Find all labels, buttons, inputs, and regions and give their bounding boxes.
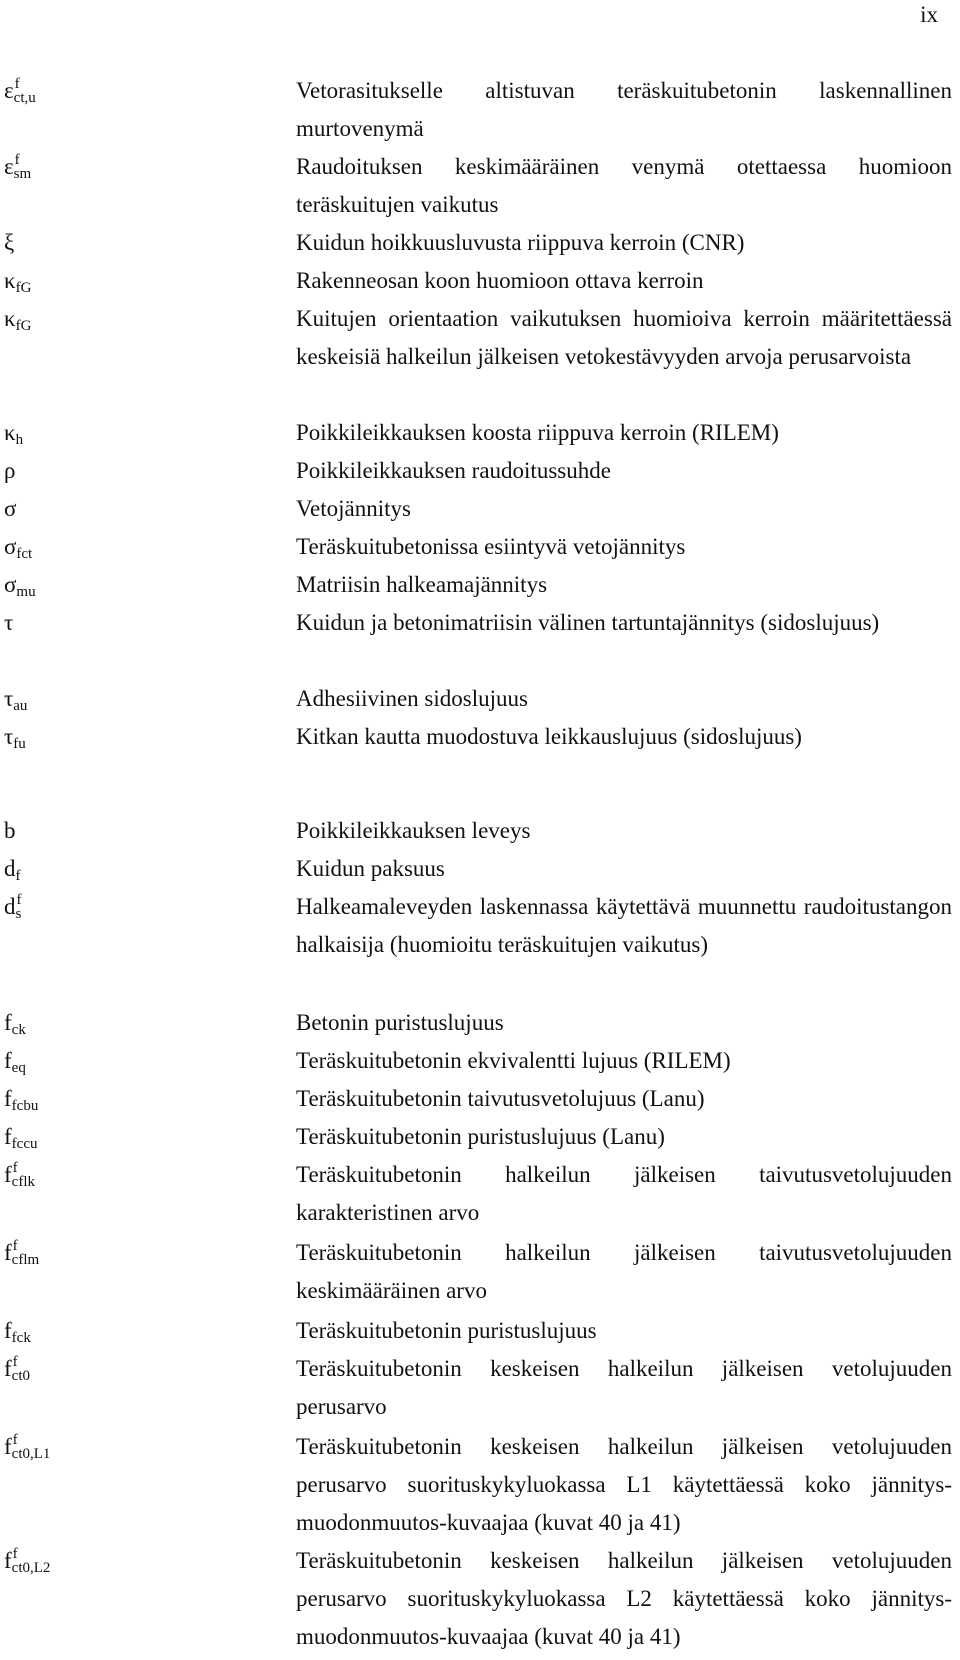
symbol	[4, 490, 16, 528]
symbol-description: Halkeamaleveyden laskennassa käytettävä muunnettu raudoitustangon halkaisija (huomioitu teräskuitujen vaikutus)	[296, 894, 952, 957]
symbol-superscript: f	[16, 892, 22, 908]
symbol-superscript: f	[12, 1160, 18, 1176]
symbol-subscript: fG	[15, 318, 32, 334]
symbol-subscript: au	[13, 698, 28, 714]
symbol-base: κ	[4, 268, 16, 293]
symbol	[4, 812, 16, 850]
symbol-subscript: h	[15, 432, 24, 448]
symbol-description: Poikkileikkauksen raudoitussuhde	[296, 458, 611, 483]
symbol-base: ρ	[4, 458, 16, 483]
symbol	[4, 1542, 50, 1587]
symbol	[4, 224, 14, 262]
symbol-description: Teräskuitubetonin keskeisen halkeilun jälkeisen vetolujuuden perusarvo suorituskykyluokassa L1 käytettäessä koko jännitys-muodonmuutos-kuvaajaa (kuvat 40 ja 41)	[296, 1434, 952, 1535]
symbol	[4, 148, 31, 193]
symbol-base: ε	[4, 78, 14, 103]
symbol-base: f	[4, 1086, 12, 1111]
symbol	[4, 604, 13, 642]
symbol	[4, 888, 21, 933]
symbol-base: f	[4, 1356, 12, 1381]
symbol-base: f	[4, 1010, 12, 1035]
symbol-subscript: f	[15, 868, 21, 884]
symbol	[4, 452, 15, 490]
symbol-subscript: fct	[16, 546, 33, 562]
symbol	[4, 1350, 30, 1395]
symbol-base: f	[4, 1318, 12, 1343]
symbol-description: Teräskuitubetonin puristuslujuus (Lanu)	[296, 1124, 665, 1149]
symbol-base: d	[4, 894, 16, 919]
symbol-description: Teräskuitubetonissa esiintyvä vetojännitys	[296, 534, 686, 559]
symbol-description: Vetorasitukselle altistuvan teräskuitubetonin laskennallinen murtovenymä	[296, 78, 952, 141]
symbol-description: Teräskuitubetonin halkeilun jälkeisen taivutusvetolujuuden keskimääräinen arvo	[296, 1240, 952, 1303]
symbol-description: Teräskuitubetonin ekvivalentti lujuus (RILEM)	[296, 1048, 731, 1073]
symbol-subscript: fck	[11, 1330, 31, 1346]
symbol-subscript: s	[15, 906, 22, 922]
symbol-description: Adhesiivinen sidoslujuus	[296, 686, 528, 711]
symbol-description: Raudoituksen keskimääräinen venymä otettaessa huomioon teräskuitujen vaikutus	[296, 154, 952, 217]
symbol-subscript: ct,u	[13, 90, 36, 106]
symbol	[4, 1428, 50, 1473]
symbol-subscript: ct0,L1	[11, 1446, 51, 1462]
symbol-superscript: f	[14, 76, 20, 92]
symbol-base: σ	[4, 534, 17, 559]
symbol-subscript: mu	[16, 584, 36, 600]
symbol-base: d	[4, 856, 16, 881]
symbol-subscript: fcbu	[11, 1098, 39, 1114]
symbol-subscript: fu	[13, 736, 26, 752]
symbol-description: Kuidun ja betonimatriisin välinen tartuntajännitys (sidoslujuus)	[296, 610, 880, 635]
symbol-subscript: ck	[11, 1022, 26, 1038]
page-number: ix	[920, 2, 938, 27]
symbol-base: ε	[4, 154, 14, 179]
symbol-subscript: ct0	[11, 1368, 30, 1384]
symbol	[4, 1156, 35, 1201]
symbol	[4, 1234, 39, 1279]
symbol-base: f	[4, 1434, 12, 1459]
symbol	[4, 718, 26, 763]
symbol-description: Poikkileikkauksen leveys	[296, 818, 531, 843]
symbol	[4, 300, 31, 345]
symbol-base: σ	[4, 572, 17, 597]
symbol-base: τ	[4, 610, 14, 635]
symbol-superscript: f	[12, 1432, 18, 1448]
symbol-description: Teräskuitubetonin halkeilun jälkeisen taivutusvetolujuuden karakteristinen arvo	[296, 1162, 952, 1225]
symbol-base: f	[4, 1548, 12, 1573]
symbol-base: f	[4, 1240, 12, 1265]
symbol-description: Kitkan kautta muodostuva leikkauslujuus (sidoslujuus)	[296, 724, 802, 749]
symbol-superscript: f	[12, 1238, 18, 1254]
symbol-superscript: f	[12, 1354, 18, 1370]
symbol-base: b	[4, 818, 16, 843]
symbol-base: τ	[4, 724, 14, 749]
symbol-superscript: f	[14, 152, 20, 168]
symbol-base: ξ	[4, 230, 15, 255]
symbol-description: Vetojännitys	[296, 496, 411, 521]
symbol-description: Rakenneosan koon huomioon ottava kerroin	[296, 268, 704, 293]
symbol-base: κ	[4, 420, 16, 445]
symbol-base: κ	[4, 306, 16, 331]
symbol-description: Kuidun hoikkuusluvusta riippuva kerroin (CNR)	[296, 230, 745, 255]
symbol-base: f	[4, 1124, 12, 1149]
symbol-description: Teräskuitubetonin puristuslujuus	[296, 1318, 597, 1343]
symbol-subscript: eq	[11, 1060, 26, 1076]
symbol-description: Teräskuitubetonin keskeisen halkeilun jälkeisen vetolujuuden perusarvo suorituskykyluokassa L2 käytettäessä koko jännitys-muodonmuutos-kuvaajaa (kuvat 40 ja 41)	[296, 1548, 952, 1649]
symbol-description: Teräskuitubetonin keskeisen halkeilun jälkeisen vetolujuuden perusarvo	[296, 1356, 952, 1419]
symbol-base: f	[4, 1162, 12, 1187]
symbol-description: Matriisin halkeamajännitys	[296, 572, 548, 597]
symbol-subscript: sm	[13, 166, 32, 182]
symbol-base: τ	[4, 686, 14, 711]
symbol-description: Kuitujen orientaation vaikutuksen huomioiva kerroin määritettäessä keskeisiä halkeilun jälkeisen vetokestävyyden arvoja perusarvoista	[296, 306, 952, 369]
symbol-subscript: fccu	[11, 1136, 38, 1152]
symbol-description: Teräskuitubetonin taivutusvetolujuus (Lanu)	[296, 1086, 705, 1111]
symbol-description: Kuidun paksuus	[296, 856, 445, 881]
symbol-superscript: f	[12, 1546, 18, 1562]
symbol-subscript: cflk	[11, 1174, 35, 1190]
symbol-subscript: cflm	[11, 1252, 40, 1268]
symbol-base: f	[4, 1048, 12, 1073]
symbol-subscript: fG	[15, 280, 32, 296]
symbol-subscript: ct0,L2	[11, 1560, 51, 1576]
symbol	[4, 72, 36, 117]
symbol-description: Betonin puristuslujuus	[296, 1010, 504, 1035]
symbol-description: Poikkileikkauksen koosta riippuva kerroin (RILEM)	[296, 420, 779, 445]
symbol-base: σ	[4, 496, 17, 521]
